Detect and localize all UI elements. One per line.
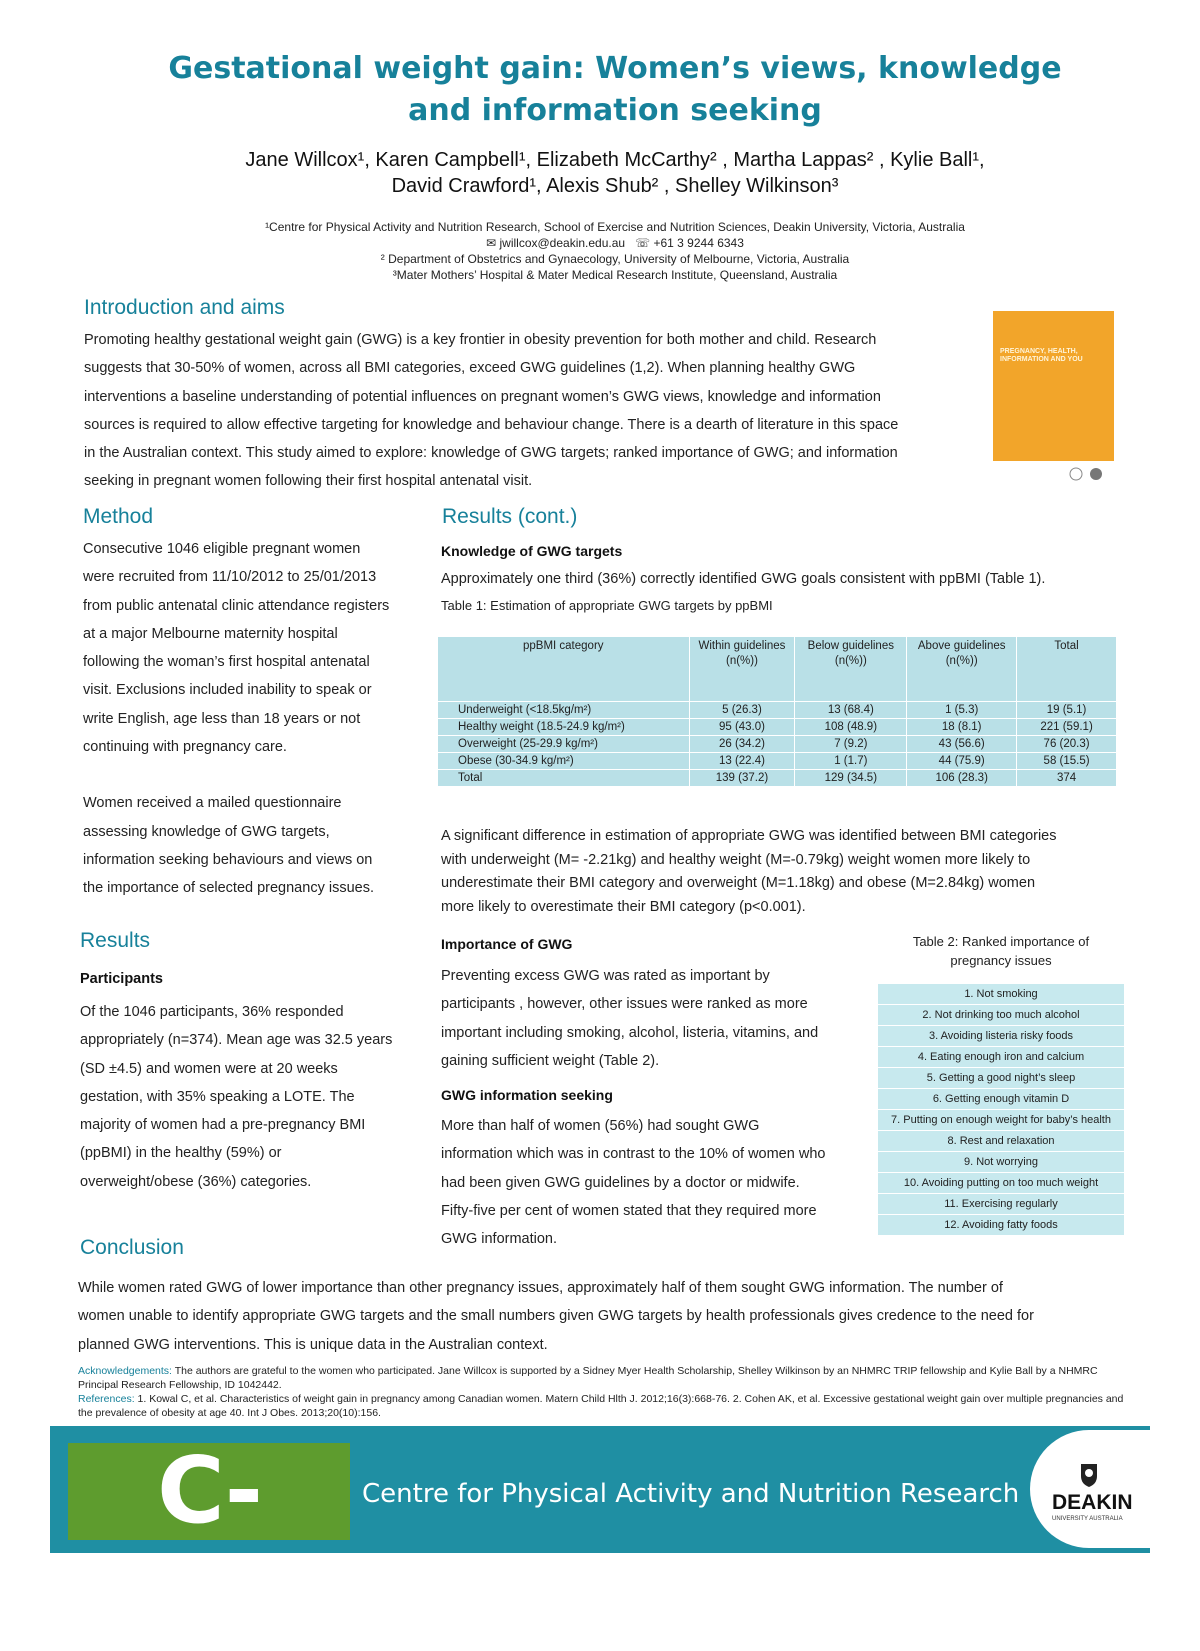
ranked-issue: 11. Exercising regularly: [878, 1194, 1125, 1215]
references-label: References:: [78, 1393, 135, 1405]
table1-header: Below guidelines (n(%)): [795, 637, 907, 702]
intro-text: [84, 326, 974, 496]
method-line: Women received a mailed questionnaire: [83, 795, 342, 812]
acknowledgements-text: The authors are grateful to the women who participated. Jane Willcox is supported by a Sidney Myer Health Scholarship, Shelley Wilkinson by an NHMRC TRIP fellowship and Kylie Ball by a NHMRC Principal Research Fellowship, ID 1042442.: [78, 1365, 1098, 1391]
contact-line: [100, 235, 1130, 251]
conclusion-line: While women rated GWG of lower importance than other pregnancy issues, approximately half of them sought GWG information. The number of: [78, 1280, 1003, 1296]
table1-cell: 7 (9.2): [795, 736, 907, 753]
results-line: gestation, with 35% speaking a LOTE. The: [80, 1088, 355, 1105]
conclusion-line: women unable to identify appropriate GWG targets and the small numbers given GWG targets by health professionals gives credence to the need for: [78, 1308, 1034, 1325]
ranked-issue: 5. Getting a good night’s sleep: [878, 1068, 1125, 1089]
table1-cell: 13 (68.4): [795, 702, 907, 719]
method-line: were recruited from 11/10/2012 to 25/01/2013: [83, 569, 377, 586]
contact-phone: +61 3 9244 6343: [653, 236, 744, 250]
table1-header: Within guidelines (n(%)): [689, 637, 795, 702]
difference-line: underestimate their BMI category and overweight (M=1.18kg) and obese (M=2.84kg) women: [441, 875, 1036, 891]
results-line: majority of women had a pre-pregnancy BMI: [80, 1117, 366, 1134]
deakin-crest-icon: [1079, 1462, 1099, 1488]
contact-email[interactable]: jwillcox@deakin.edu.au: [499, 236, 626, 250]
importance-text: [441, 962, 871, 1075]
cpan-logo-text: C-PAN: [108, 1437, 310, 1651]
table1-cell: Total: [438, 770, 690, 787]
intro-line: Promoting healthy gestational weight gain (GWG) is a key frontier in obesity prevention for both mother and child. Research: [84, 332, 877, 348]
importance-line: Preventing excess GWG was rated as important by: [441, 968, 770, 984]
conclusion-heading: Conclusion: [80, 1236, 184, 1259]
seeking-line: had been given GWG guidelines by a doctor or midwife.: [441, 1174, 800, 1191]
ranked-issue: 10. Avoiding putting on too much weight: [878, 1173, 1125, 1194]
affiliation-2: ² Department of Obstetrics and Gynaecology, University of Melbourne, Victoria, Australia: [380, 252, 850, 266]
booklet-title: PREGNANCY, HEALTH, INFORMATION AND YOU: [1000, 348, 1083, 363]
title-line-1: Gestational weight gain: Women’s views, knowledge: [168, 51, 1062, 86]
method-line: write English, age less than 18 years or not: [83, 710, 361, 727]
authors: [100, 147, 1130, 199]
results-line: Of the 1046 participants, 36% responded: [80, 1004, 344, 1020]
method-line: visit. Exclusions included inability to speak or: [83, 682, 372, 699]
importance-line: participants , however, other issues were ranked as more: [441, 996, 808, 1013]
ranked-issue: 7. Putting on enough weight for baby’s health: [878, 1110, 1125, 1131]
knowledge-text: Approximately one third (36%) correctly identified GWG goals consistent with ppBMI (Table 1).: [441, 571, 1046, 587]
intro-line: interventions a baseline understanding of potential influences on pregnant women’s GWG views, knowledge and information: [84, 388, 881, 405]
deakin-logo: [1030, 1430, 1150, 1548]
table1-cell: 26 (34.2): [689, 736, 795, 753]
cpan-logo: [68, 1437, 350, 1651]
booklet-logos: [1068, 466, 1106, 482]
intro-line: suggests that 30-50% of women, across all BMI categories, exceed GWG guidelines (1,2). When planning healthy GWG: [84, 360, 856, 377]
conclusion-line: planned GWG interventions. This is unique data in the Australian context.: [78, 1336, 548, 1353]
table1-cell: Healthy weight (18.5-24.9 kg/m²): [438, 719, 690, 736]
seeking-heading: GWG information seeking: [441, 1087, 613, 1103]
ranked-issue: 4. Eating enough iron and calcium: [878, 1047, 1125, 1068]
table1-cell: 44 (75.9): [907, 753, 1017, 770]
importance-line: important including smoking, alcohol, listeria, vitamins, and: [441, 1024, 819, 1041]
results-line: (SD ±4.5) and women were at 20 weeks: [80, 1060, 338, 1077]
table1-cell: 129 (34.5): [795, 770, 907, 787]
table1-cell: 139 (37.2): [689, 770, 795, 787]
ranked-issue: 3. Avoiding listeria risky foods: [878, 1026, 1125, 1047]
method-line: information seeking behaviours and views on: [83, 851, 373, 868]
intro-line: seeking in pregnant women following their first hospital antenatal visit.: [84, 473, 533, 490]
table1-cell: 18 (8.1): [907, 719, 1017, 736]
ranked-issue: 9. Not worrying: [878, 1152, 1125, 1173]
method-line: following the woman’s first hospital antenatal: [83, 654, 370, 671]
affiliation-1: ¹Centre for Physical Activity and Nutrition Research, School of Exercise and Nutrition Sciences, Deakin University, Victoria, Australia: [265, 220, 965, 234]
table1-cell: 374: [1017, 770, 1117, 787]
title-line-2: and information seeking: [408, 93, 822, 128]
results-heading: Results: [80, 929, 151, 952]
difference-line: with underweight (M= -2.21kg) and healthy weight (M=-0.79kg) weight women more likely to: [441, 851, 1031, 868]
table1-cell: Overweight (25-29.9 kg/m²): [438, 736, 690, 753]
table1-row: [438, 702, 1117, 719]
authors-line-2: David Crawford¹, Alexis Shub² , Shelley Wilkinson³: [391, 175, 839, 197]
references-text: 1. Kowal C, et al. Characteristics of weight gain in pregnancy among Canadian women. Matern Child Hlth J. 2012;16(3):668-76. 2. Cohen AK, et al. Excessive gestational weight gain over multiple pregnancies and the prevalence of obesity at age 40. Int J Obes. 2013;20(10):156.: [78, 1393, 1124, 1419]
participants-text: [80, 998, 425, 1196]
seeking-line: GWG information.: [441, 1231, 558, 1248]
table1-header: Total: [1017, 637, 1117, 702]
table1-cell: 95 (43.0): [689, 719, 795, 736]
method-text: [83, 535, 423, 903]
table1-row: [438, 753, 1117, 770]
table1-cell: 43 (56.6): [907, 736, 1017, 753]
poster-title: [100, 48, 1130, 132]
importance-heading: Importance of GWG: [441, 936, 573, 952]
difference-line: more likely to overestimate their BMI category (p<0.001).: [441, 898, 806, 915]
table1-cell: 13 (22.4): [689, 753, 795, 770]
method-line: from public antenatal clinic attendance registers: [83, 597, 390, 614]
centre-name: Centre for Physical Activity and Nutrition Research: [362, 1479, 1020, 1509]
table1-cell: 1 (1.7): [795, 753, 907, 770]
phone-icon: ☏: [635, 236, 651, 250]
table1-total-row: [438, 770, 1117, 787]
intro-line: in the Australian context. This study aimed to explore: knowledge of GWG targets; ranked importance of GWG; and information: [84, 445, 898, 462]
seeking-line: information which was in contrast to the 10% of women who: [441, 1146, 826, 1163]
table-2: [877, 983, 1125, 1236]
method-line: assessing knowledge of GWG targets,: [83, 823, 330, 840]
table2-caption-line: Table 2: Ranked importance of: [912, 934, 1090, 949]
acknowledgements: [78, 1364, 1133, 1392]
table1-cell: 106 (28.3): [907, 770, 1017, 787]
difference-line: A significant difference in estimation of appropriate GWG was identified between BMI categories: [441, 828, 1057, 844]
table1-cell: 19 (5.1): [1017, 702, 1117, 719]
deakin-subtitle: UNIVERSITY AUSTRALIA: [1052, 1516, 1123, 1522]
booklet-cover-image: [993, 311, 1114, 461]
table1-cell: 108 (48.9): [795, 719, 907, 736]
crest-icon: [1068, 466, 1106, 482]
authors-line-1: Jane Willcox¹, Karen Campbell¹, Elizabeth McCarthy² , Martha Lappas² , Kylie Ball¹,: [245, 149, 985, 171]
difference-text: [441, 825, 1141, 919]
ranked-issue: 8. Rest and relaxation: [878, 1131, 1125, 1152]
ranked-issue: 2. Not drinking too much alcohol: [878, 1005, 1125, 1026]
method-line: Consecutive 1046 eligible pregnant women: [83, 541, 361, 557]
results-line: (ppBMI) in the healthy (59%) or: [80, 1145, 282, 1162]
intro-heading: Introduction and aims: [84, 296, 285, 319]
table1-cell: 1 (5.3): [907, 702, 1017, 719]
table1-cell: 5 (26.3): [689, 702, 795, 719]
ranked-issue: 6. Getting enough vitamin D: [878, 1089, 1125, 1110]
table1-header: Above guidelines (n(%)): [907, 637, 1017, 702]
table-1: [437, 636, 1117, 787]
table1-header: ppBMI category: [438, 637, 690, 702]
results-line: overweight/obese (36%) categories.: [80, 1173, 312, 1190]
table1-cell: 58 (15.5): [1017, 753, 1117, 770]
affiliations: [100, 219, 1130, 283]
table1-cell: Obese (30-34.9 kg/m²): [438, 753, 690, 770]
table1-cell: 76 (20.3): [1017, 736, 1117, 753]
importance-line: gaining sufficient weight (Table 2).: [441, 1052, 660, 1069]
method-heading: Method: [83, 505, 154, 528]
seeking-text: [441, 1112, 871, 1253]
method-line: the importance of selected pregnancy issues.: [83, 880, 374, 897]
ranked-issue: 1. Not smoking: [878, 984, 1125, 1005]
table1-cell: Underweight (<18.5kg/m²): [438, 702, 690, 719]
table1-cell: 221 (59.1): [1017, 719, 1117, 736]
table2-caption: [877, 932, 1125, 970]
participants-heading: Participants: [80, 971, 163, 987]
seeking-line: Fifty-five per cent of women stated that they required more: [441, 1202, 817, 1219]
acknowledgements-label: Acknowledgements:: [78, 1365, 172, 1377]
seeking-line: More than half of women (56%) had sought GWG: [441, 1118, 760, 1134]
table1-row: [438, 719, 1117, 736]
knowledge-heading: Knowledge of GWG targets: [441, 543, 623, 559]
email-icon: ✉: [486, 236, 497, 250]
deakin-wordmark: DEAKIN: [1052, 1491, 1133, 1514]
references: [78, 1392, 1133, 1420]
conclusion-text: [78, 1274, 1138, 1359]
table2-caption-line: pregnancy issues: [950, 953, 1052, 968]
ranked-issue: 12. Avoiding fatty foods: [878, 1215, 1125, 1236]
intro-line: sources is required to allow effective targeting for knowledge and behaviour change. There is a dearth of literature in this space: [84, 416, 899, 433]
results-line: appropriately (n=374). Mean age was 32.5 years: [80, 1032, 393, 1049]
table1-caption: Table 1: Estimation of appropriate GWG targets by ppBMI: [441, 598, 773, 613]
affiliation-3: ³Mater Mothers’ Hospital & Mater Medical Research Institute, Queensland, Australia: [392, 268, 838, 282]
method-line: at a major Melbourne maternity hospital: [83, 625, 338, 642]
table1-row: [438, 736, 1117, 753]
table1-header-row: [438, 637, 1117, 702]
results-cont-heading: Results (cont.): [442, 505, 578, 528]
method-line: continuing with pregnancy care.: [83, 739, 287, 756]
footnotes: [78, 1364, 1133, 1420]
